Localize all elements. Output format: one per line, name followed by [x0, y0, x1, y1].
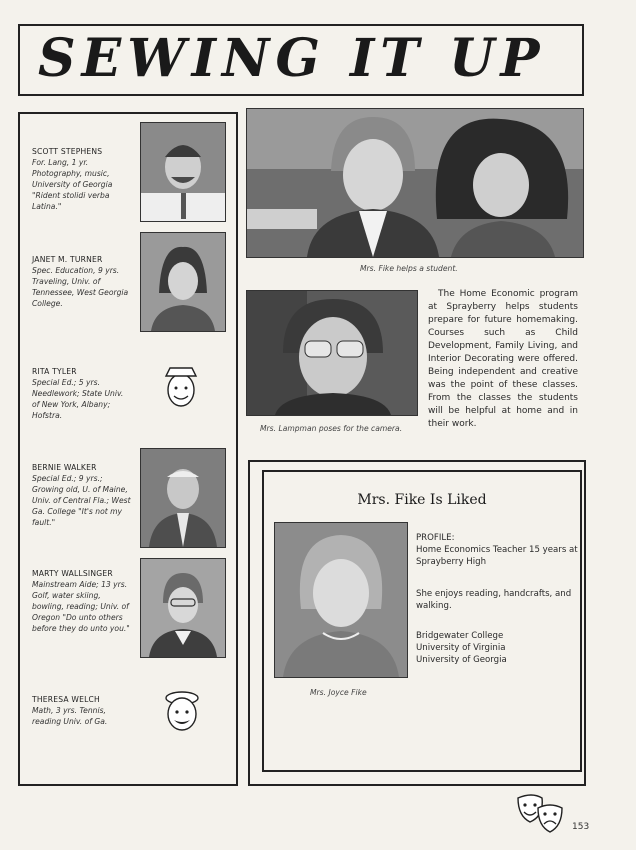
faculty-entry [32, 366, 132, 421]
smiley-face-with-hat-icon [160, 362, 202, 410]
faculty-name: SCOTT STEPHENS [32, 147, 103, 156]
faculty-entry [32, 146, 132, 212]
article-text: The Home Economic program at Sprayberry helps students prepare for future homemaking. Courses such as Child Development, Family Living, and Interior Decorating were offered. Being independent and creative was the point of these classes. From the classes the students will be helpful at home and in their work. [428, 289, 578, 429]
faculty-photo [140, 448, 226, 548]
fike-portrait [274, 522, 408, 678]
faculty-photo [140, 558, 226, 658]
faculty-name: JANET M. TURNER [32, 255, 103, 264]
faculty-details: Spec. Education, 9 yrs. Traveling, Univ. of Tennessee, West Georgia College. [32, 266, 129, 308]
profile-hobbies: She enjoys reading, handcrafts, and walking. [416, 589, 572, 611]
lampman-caption: Mrs. Lampman poses for the camera. [260, 424, 403, 433]
faculty-details: For. Lang, 1 yr. Photography, music, University of Georgia "Rident stolidi verba Latina." [32, 158, 113, 211]
faculty-entry [32, 254, 132, 309]
profile-school: Bridgewater College [416, 631, 504, 641]
faculty-name: MARTY WALLSINGER [32, 569, 113, 578]
faculty-entry [32, 462, 132, 528]
faculty-details: Special Ed.; 5 yrs. Needlework; State Univ. of New York, Albany; Hofstra. [32, 378, 124, 420]
profile-school: University of Georgia [416, 655, 507, 665]
faculty-entry [32, 568, 132, 634]
faculty-details: Special Ed.; 9 yrs.; Growing old, U. of Maine, Univ. of Central Fla.; West Ga. College "It's not my fault." [32, 474, 131, 527]
faculty-name: THERESA WELCH [32, 695, 100, 704]
profile-role: Home Economics Teacher 15 years at Sprayberry High [416, 545, 578, 567]
profile-school: University of Virginia [416, 643, 506, 653]
faculty-photo [140, 122, 226, 222]
page-number: 153 [572, 822, 590, 832]
faculty-details: Math, 3 yrs. Tennis, reading Univ. of Ga. [32, 706, 108, 726]
page-title: SEWING IT UP [38, 28, 546, 89]
profile-label: PROFILE: [416, 533, 455, 543]
students-caption: Mrs. Fike helps a student. [360, 264, 458, 273]
faculty-name: RITA TYLER [32, 367, 77, 376]
fike-caption: Mrs. Joyce Fike [310, 688, 367, 697]
smiley-face-with-hat-icon [160, 686, 204, 736]
faculty-entry [32, 694, 132, 727]
faculty-details: Mainstream Aide; 13 yrs. Golf, water skiing, bowling, reading; Univ. of Oregon "Do unto others before they do unto you." [32, 580, 130, 633]
profile-title: Mrs. Fike Is Liked [357, 492, 487, 508]
faculty-photo [140, 232, 226, 332]
drama-masks-icon [514, 792, 566, 836]
faculty-name: BERNIE WALKER [32, 463, 97, 472]
students-photo [246, 108, 584, 258]
lampman-photo [246, 290, 418, 416]
